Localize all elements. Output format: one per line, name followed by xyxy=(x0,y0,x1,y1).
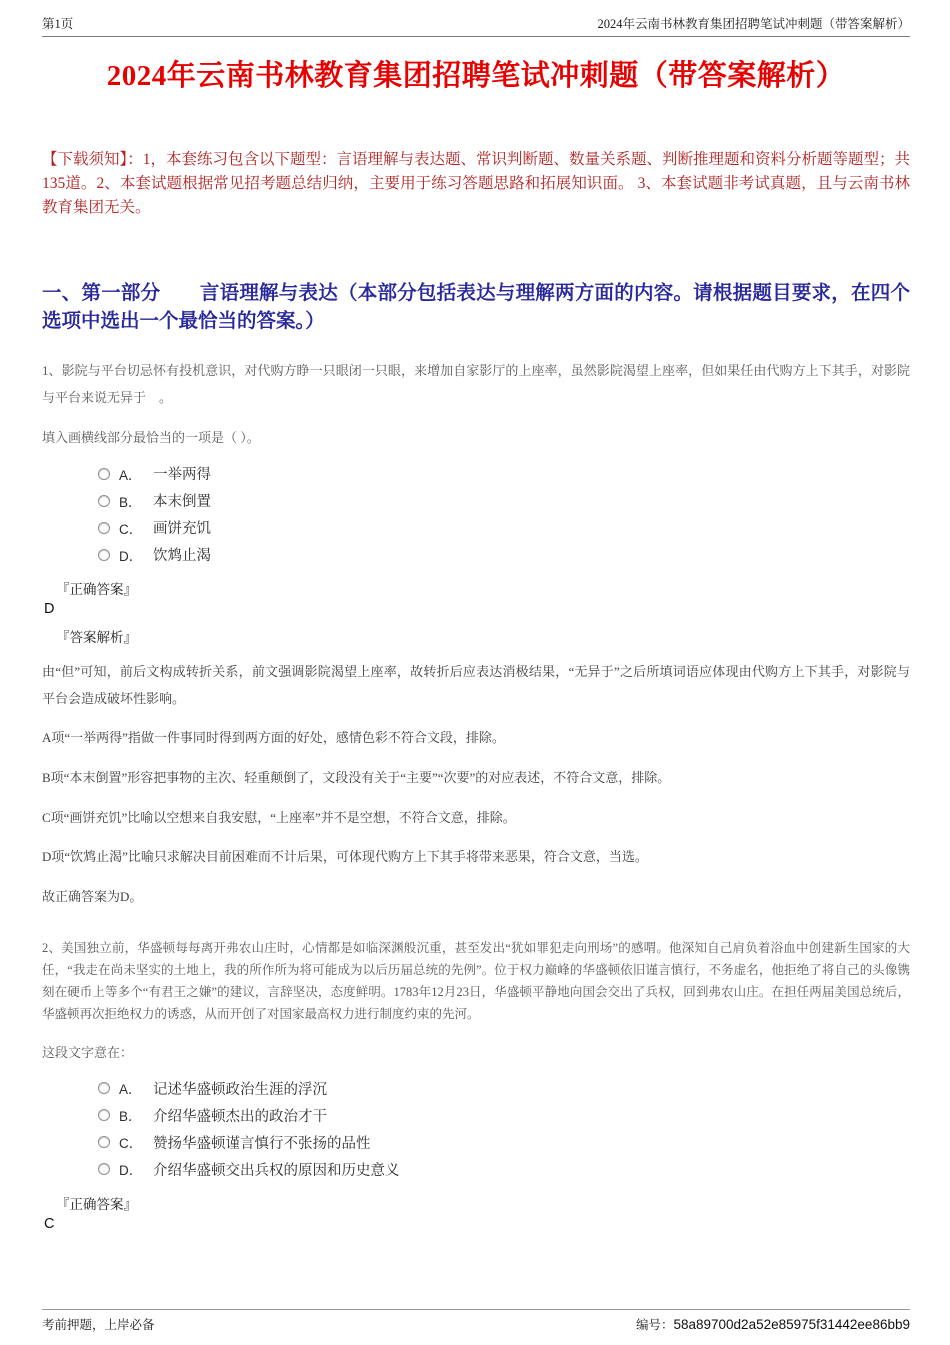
radio-button[interactable] xyxy=(98,495,110,507)
option-text: 记述华盛顿政治生涯的浮沉 xyxy=(153,1081,327,1098)
question-2-prompt: 这段文字意在： xyxy=(42,1044,134,1060)
option-row-c[interactable] xyxy=(98,1129,910,1156)
correct-answer-value: D xyxy=(44,601,55,618)
page-number: 第1页 xyxy=(42,17,74,31)
option-letter: A． xyxy=(119,1082,142,1098)
section-heading: 一、第一部分 言语理解与表达（本部分包括表达与理解两方面的内容。请根据题目要求，在四个选项中选出一个最恰当的答案。） xyxy=(42,283,910,333)
footer-slogan: 考前押题，上岸必备 xyxy=(42,1318,155,1332)
question-1-stem: 1、影院与平台切忌怀有投机意识，对代购方睁一只眼闭一只眼，来增加自家影厅的上座率，虽然影院渴望上座率，但如果任由代购方上下其手，对影院与平台来说无异于 。 xyxy=(42,362,910,405)
question-1 xyxy=(42,357,910,911)
option-letter: A． xyxy=(119,467,142,483)
footer-code xyxy=(636,1315,910,1333)
option-text: 画饼充饥 xyxy=(153,521,211,538)
option-row-c[interactable] xyxy=(98,514,910,541)
radio-button[interactable] xyxy=(98,522,110,534)
analysis-paragraph: 由“但”可知，前后文构成转折关系，前文强调影院渴望上座率，故转折后应表达消极结果，“无异于”之后所填词语应体现由代购方上下其手，对影院与平台会造成破坏性影响。 xyxy=(42,664,910,706)
running-header-title: 2024年云南书林教育集团招聘笔试冲刺题（带答案解析） xyxy=(597,17,910,31)
radio-button[interactable] xyxy=(98,549,110,561)
correct-answer-label: 『正确答案』 xyxy=(56,582,137,598)
radio-button[interactable] xyxy=(98,468,110,480)
radio-button[interactable] xyxy=(98,1109,110,1121)
footer-code-label: 编号： xyxy=(635,1318,674,1332)
option-row-d[interactable] xyxy=(98,541,910,568)
option-letter: C． xyxy=(119,521,143,537)
radio-button[interactable] xyxy=(98,1082,110,1094)
analysis-paragraph: C项“画饼充饥”比喻以空想来自我安慰，“上座率”并不是空想，不符合文意，排除。 xyxy=(42,809,516,825)
option-text: 赞扬华盛顿谨言慎行不张扬的品性 xyxy=(153,1135,371,1152)
radio-button[interactable] xyxy=(98,1136,110,1148)
option-letter: B． xyxy=(119,494,142,510)
question-2-options xyxy=(42,1075,910,1183)
running-footer xyxy=(42,1309,910,1333)
question-1-options xyxy=(42,460,910,568)
option-text: 介绍华盛顿交出兵权的原因和历史意义 xyxy=(153,1162,400,1179)
option-row-a[interactable] xyxy=(98,460,910,487)
option-row-d[interactable] xyxy=(98,1156,910,1183)
correct-answer-label: 『正确答案』 xyxy=(56,1196,137,1212)
option-letter: B． xyxy=(119,1109,142,1125)
correct-answer-value: C xyxy=(44,1215,55,1232)
analysis-label: 『答案解析』 xyxy=(56,630,137,646)
analysis-paragraph: B项“本末倒置”形容把事物的主次、轻重颠倒了，文段没有关于“主要”“次要”的对应表述，不符合文意，排除。 xyxy=(42,770,671,786)
option-text: 一举两得 xyxy=(153,467,211,484)
option-row-a[interactable] xyxy=(98,1075,910,1102)
radio-button[interactable] xyxy=(98,1163,110,1175)
analysis-conclusion: 故正确答案为D。 xyxy=(42,889,143,905)
question-2 xyxy=(42,937,910,1232)
running-header xyxy=(42,14,910,37)
download-notice: 【下载须知】：1，本套练习包含以下题型：言语理解与表达题、常识判断题、数量关系题、判断推理题和资料分析题等题型；共135道。2、本套试题根据常见招考题总结归纳，主要用于练习答题思路和拓展知识面。 3、本套试题非考试真题，且与云南书林教育集团无关。 xyxy=(42,151,911,217)
option-row-b[interactable] xyxy=(98,1102,910,1129)
question-2-stem: 2、美国独立前，华盛顿每每离开弗农山庄时，心情都是如临深渊般沉重，甚至发出“犹如罪犯走向刑场”的感喟。他深知自己肩负着浴血中创建新生国家的大任，“我走在尚未坚实的土地上，我的所作所为将可能成为以后历届总统的先例”。位于权力巅峰的华盛顿依旧谨言慎行，不务虚名，他拒绝了将自己的头像镌刻在硬币上等多个“有君王之嫌”的建议，言辞坚决，态度鲜明。1783年12月23日，华盛顿平静地向国会交出了兵权，回到弗农山庄。在担任两届美国总统后，华盛顿再次拒绝权力的诱惑，从而开创了对国家最高权力进行制度约束的先河。 xyxy=(42,940,910,1022)
option-letter: C． xyxy=(119,1136,143,1152)
analysis-paragraph: D项“饮鸩止渴”比喻只求解决目前困难而不计后果，可体现代购方上下其手将带来恶果，符合文意，当选。 xyxy=(42,849,648,865)
option-letter: D． xyxy=(119,548,143,564)
question-1-prompt: 填入画横线部分最恰当的一项是（ ）。 xyxy=(42,430,260,446)
option-text: 饮鸩止渴 xyxy=(153,548,211,565)
analysis-paragraph: A项“一举两得”指做一件事同时得到两方面的好处，感情色彩不符合文段，排除。 xyxy=(42,730,505,746)
analysis-body xyxy=(42,659,910,910)
option-text: 本末倒置 xyxy=(153,494,211,511)
option-row-b[interactable] xyxy=(98,487,910,514)
document-title: 2024年云南书林教育集团招聘笔试冲刺题（带答案解析） xyxy=(106,60,846,92)
option-text: 介绍华盛顿杰出的政治才干 xyxy=(153,1108,327,1125)
option-letter: D． xyxy=(119,1163,143,1179)
footer-code-value: 58a89700d2a52e85975f31442ee86bb9 xyxy=(673,1316,910,1332)
